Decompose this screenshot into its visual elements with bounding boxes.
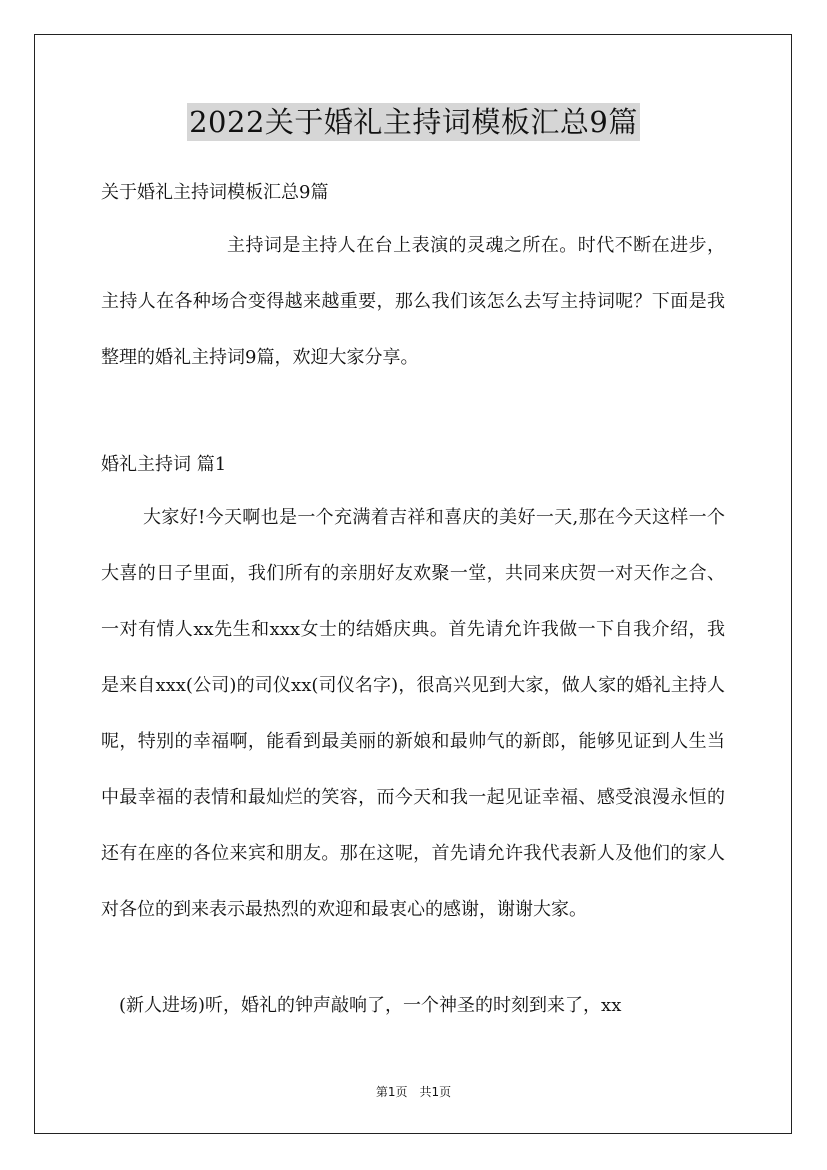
body-paragraph: 大家好!今天啊也是一个充满着吉祥和喜庆的美好一天,那在今天这样一个大喜的日子里面，我们所有的亲朋好友欢聚一堂，共同来庆贺一对天作之合、一对有情人xx先生和xxx女士的结婚庆典。首先请允许我做一下自我介绍，我是来自xxx(公司)的司仪xx(司仪名字)，很高兴见到大家，做人家的婚礼主持人呢，特别的幸福啊，能看到最美丽的新娘和最帅气的新郎，能够见证到人生当中最幸福的表情和最灿烂的笑容，而今天和我一起见证幸福、感受浪漫永恒的还有在座的各位来宾和朋友。那在这呢，首先请允许我代表新人及他们的家人对各位的到来表示最热烈的欢迎和最衷心的感谢，谢谢大家。 [101,507,725,920]
document-title: 2022关于婚礼主持词模板汇总9篇 [189,105,638,139]
intro-paragraph: 主持词是主持人在台上表演的灵魂之所在。时代不断在进步，主持人在各种场合变得越来越重要，那么我们该怎么去写主持词呢？下面是我整理的婚礼主持词9篇，欢迎大家分享。 [101,235,725,368]
document-subtitle: 关于婚礼主持词模板汇总9篇 [101,182,329,203]
title-container [0,103,827,141]
page-footer: 第1页 共1页 [375,1085,452,1099]
section-heading: 婚礼主持词 篇1 [101,454,227,475]
body-paragraph: (新人进场)听，婚礼的钟声敲响了，一个神圣的时刻到来了，xx [119,995,622,1016]
